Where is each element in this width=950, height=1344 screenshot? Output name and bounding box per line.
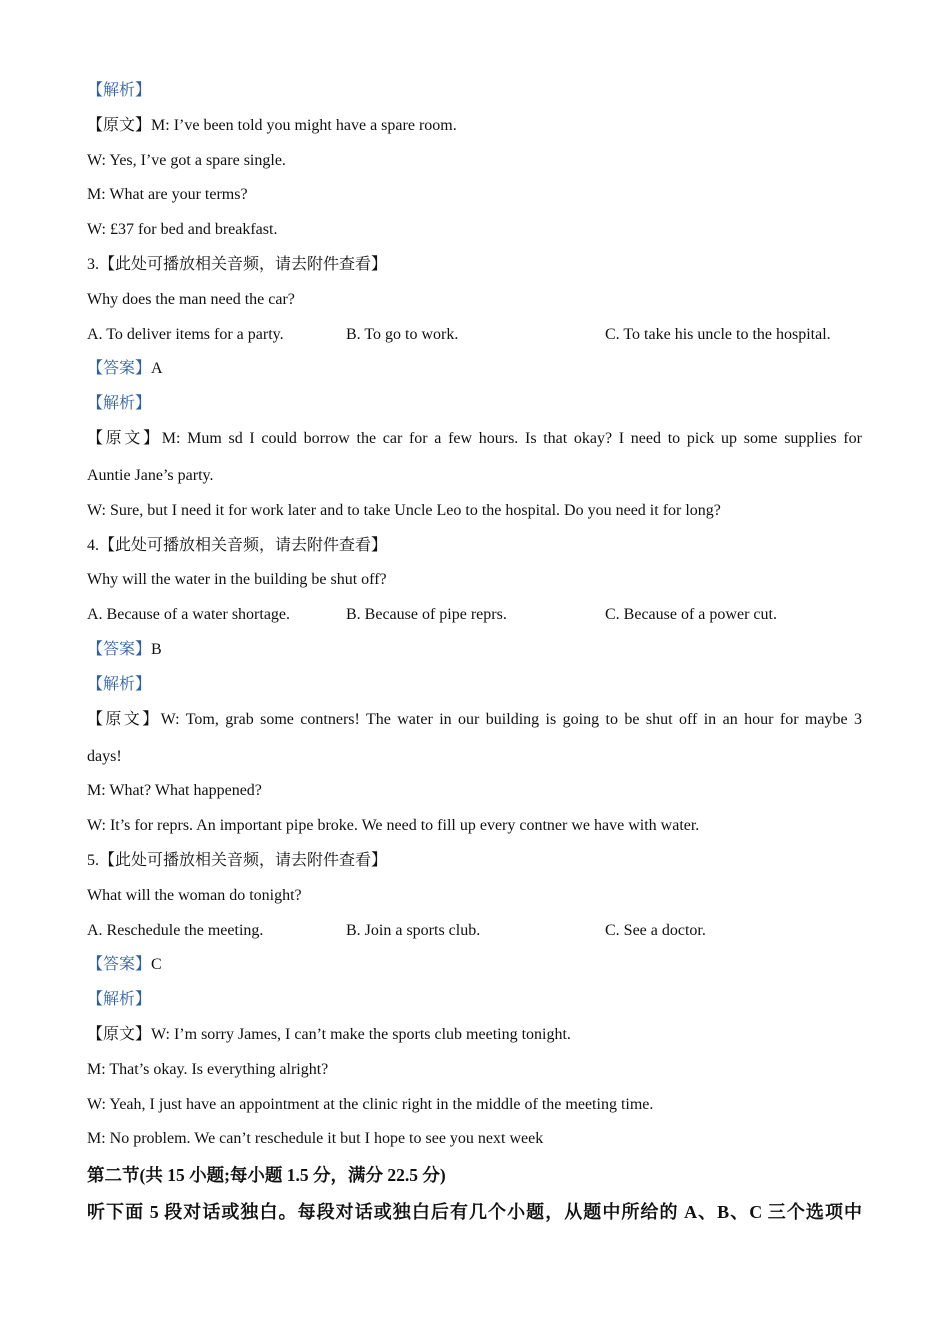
audio-note: 【此处可播放相关音频，请去附件查看】: [99, 536, 388, 554]
option-b: B. Because of pipe reprs.: [346, 606, 507, 624]
transcript-line: M: No problem. We can’t reschedule it but I hope to see you next week: [87, 1130, 544, 1148]
section-title: 第二节(共 15 小题;每小题 1.5 分，满分 22.5 分): [87, 1165, 446, 1186]
transcript-line: W: Yes, I’ve got a spare single.: [87, 151, 286, 169]
answer-label: 【答案】: [87, 360, 152, 378]
transcript-line: M: What? What happened?: [87, 782, 262, 800]
section-instruction: 听下面 5 段对话或独白。每段对话或独白后有几个小题，从题中所给的 A、B、C 三个选项中: [87, 1202, 862, 1223]
analysis-label: 【解析】: [87, 675, 152, 693]
answer-label: 【答案】: [87, 640, 152, 658]
transcript-line: Auntie Jane’s party.: [87, 466, 214, 484]
transcript-line: days!: [87, 747, 122, 765]
question-number: 4.: [87, 536, 99, 554]
answer-line: [87, 358, 862, 393]
answer-value: B: [151, 640, 162, 658]
option-a: A. Because of a water shortage.: [87, 606, 291, 624]
option-b: B. To go to work.: [346, 325, 459, 343]
question-audio-line: [87, 254, 862, 289]
answer-label: 【答案】: [87, 956, 152, 974]
transcript-line: 【原文】W: I’m sorry James, I can’t make the sports club meeting tonight.: [87, 1025, 571, 1043]
analysis-label: 【解析】: [87, 395, 152, 413]
option-c: C. Because of a power cut.: [605, 606, 777, 624]
question-text: Why does the man need the car?: [87, 290, 295, 308]
transcript-line: W: It’s for reprs. An important pipe broke. We need to fill up every contner we have with water.: [87, 817, 700, 835]
option-a: A. Reschedule the meeting.: [87, 921, 264, 939]
original-label: 【原文】: [87, 429, 162, 447]
transcript-line: W: Sure, but I need it for work later and to take Uncle Leo to the hospital. Do you need it for long?: [87, 501, 721, 519]
transcript-line: 【原文】M: Mum sd I could borrow the car for a few hours. Is that okay? I need to pick up some supplies for: [87, 429, 862, 447]
transcript-line: W: Yeah, I just have an appointment at the clinic right in the middle of the meeting time.: [87, 1095, 654, 1113]
answer-options: [87, 324, 862, 359]
answer-value: A: [151, 360, 163, 378]
answer-line: [87, 954, 862, 989]
answer-value: C: [151, 956, 162, 974]
audio-note: 【此处可播放相关音频，请去附件查看】: [99, 255, 388, 273]
transcript-line: 【原文】M: I’ve been told you might have a spare room.: [87, 116, 457, 134]
original-label: 【原文】: [87, 1025, 152, 1043]
option-b: B. Join a sports club.: [346, 921, 481, 939]
option-a: A. To deliver items for a party.: [87, 325, 284, 343]
question-audio-line: [87, 535, 862, 570]
answer-options: [87, 604, 862, 639]
transcript-line: M: That’s okay. Is everything alright?: [87, 1060, 329, 1078]
option-c: C. See a doctor.: [605, 921, 706, 939]
transcript-line: M: What are your terms?: [87, 186, 248, 204]
audio-note: 【此处可播放相关音频，请去附件查看】: [99, 851, 388, 869]
question-number: 3.: [87, 255, 99, 273]
transcript-line: 【原文】W: Tom, grab some contners! The water in our building is going to be shut off in an hour for maybe 3: [87, 710, 862, 728]
transcript-line: W: £37 for bed and breakfast.: [87, 221, 278, 239]
question-number: 5.: [87, 851, 99, 869]
page-content: [87, 80, 862, 1237]
question-text: Why will the water in the building be shut off?: [87, 571, 387, 589]
question-audio-line: [87, 850, 862, 885]
answer-options: [87, 920, 862, 955]
question-text: What will the woman do tonight?: [87, 886, 302, 904]
analysis-label: 【解析】: [87, 991, 152, 1009]
analysis-label: 【解析】: [87, 82, 152, 99]
original-label: 【原文】: [87, 710, 161, 728]
original-label: 【原文】: [87, 116, 152, 134]
answer-line: [87, 639, 862, 674]
option-c: C. To take his uncle to the hospital.: [605, 325, 831, 343]
